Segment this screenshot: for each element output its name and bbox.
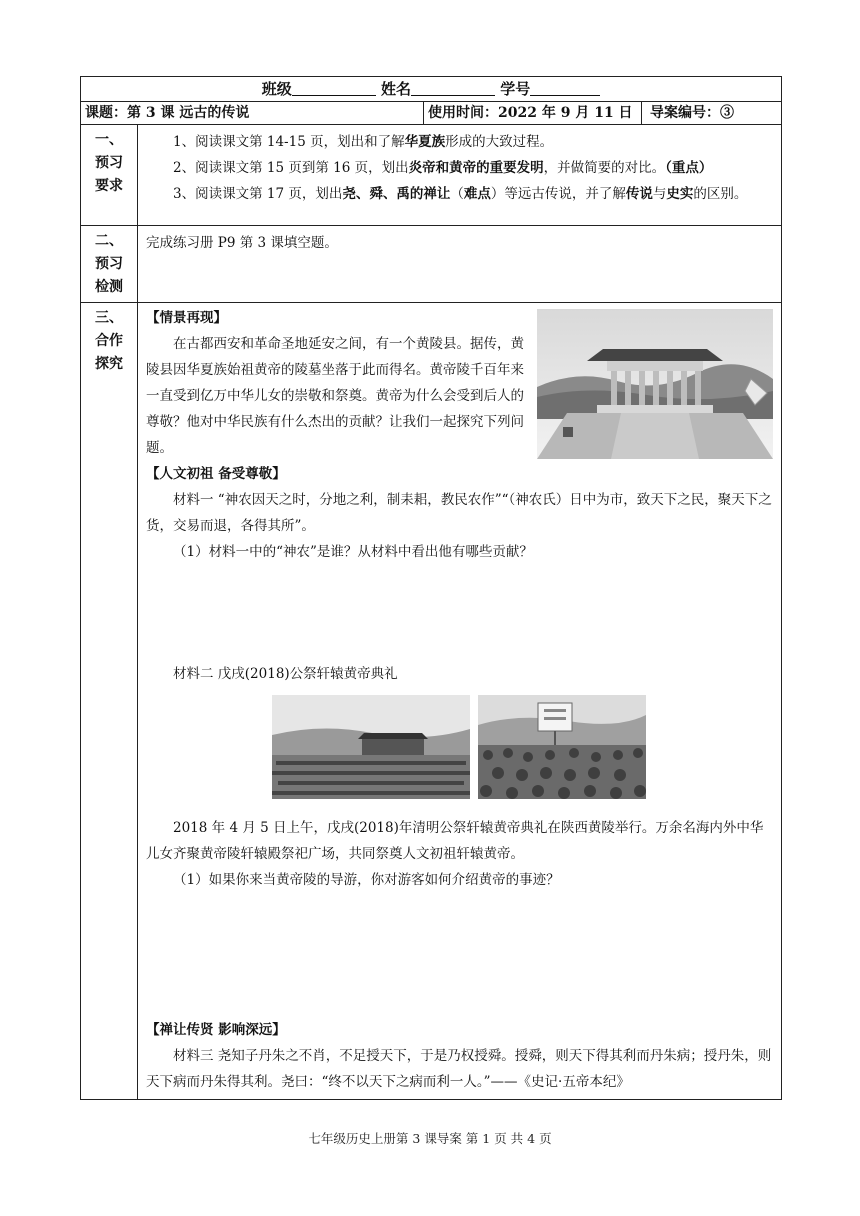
section-cooperative-inquiry-label: 三、 合作 探究 <box>81 303 138 1100</box>
question-one: （1）材料一中的“神农”是谁？从材料中看出他有哪些贡献？ <box>173 544 533 560</box>
guide-number: 导案编号：③ <box>642 102 782 125</box>
topic-ancestor: 【人文初祖 备受尊敬】 <box>146 466 286 482</box>
class-label: 班级 <box>261 80 292 98</box>
number-field[interactable] <box>530 79 600 96</box>
page-footer: 七年级历史上册第 3 课导案 第 1 页 共 4 页 <box>308 1131 552 1146</box>
material-two-text: 2018 年 4 月 5 日上午，戊戌(2018)年清明公祭轩辕黄帝典礼在陕西黄陵举行。万余名海内外中华儿女齐聚黄帝陵轩辕殿祭祀广场，共同祭奠人文初祖轩辕黄帝。 <box>146 820 764 862</box>
answer-space-2[interactable] <box>146 893 773 1017</box>
number-label: 学号 <box>500 80 531 98</box>
name-label: 姓名 <box>381 80 412 98</box>
section-preview-check-label: 二、 预习 检测 <box>81 226 138 303</box>
ceremony-crowd-image <box>478 695 646 799</box>
class-field[interactable] <box>292 79 376 96</box>
answer-space-1[interactable] <box>146 565 773 661</box>
worksheet-table <box>80 76 782 1100</box>
material-three: 材料三 尧知子丹朱之不肖，不足授天下，于是乃权授舜。授舜，则天下得其利而丹朱病；授丹朱，则天下病而丹朱得其利。尧曰：“终不以天下之病而利一人。”——《史记·五帝本纪》 <box>146 1048 772 1090</box>
material-two: 材料二 戊戌(2018)公祭轩辕黄帝典礼 <box>173 666 398 682</box>
requirement-2: 2、阅读课文第 15 页到第 16 页，划出炎帝和黄帝的重要发明，并做简要的对比。（重点） <box>173 160 713 176</box>
section-cooperative-inquiry <box>138 303 782 1100</box>
requirement-1: 1、阅读课文第 14-15 页，划出和了解华夏族形成的大致过程。 <box>173 134 554 150</box>
section-preview-requirements <box>138 125 782 226</box>
scene-title: 【情景再现】 <box>146 310 227 326</box>
ceremony-photos <box>146 691 773 805</box>
material-one: 材料一 “神农因天之时，分地之利，制耒耜，教民农作”“（神农氏）日中为市，致天下之民，聚天下之货，交易而退，各得其所”。 <box>146 492 772 534</box>
ceremony-square-image <box>272 695 470 799</box>
lesson-topic: 课题：第 3 课 远古的传说 <box>81 102 424 125</box>
preview-check-text: 完成练习册 P9 第 3 课填空题。 <box>146 235 338 251</box>
huangdi-mausoleum-photo <box>537 309 773 459</box>
topic-abdication: 【禅让传贤 影响深远】 <box>146 1022 286 1038</box>
worksheet <box>80 76 781 1100</box>
usage-date: 使用时间：2022 年 9 月 11 日 <box>424 102 642 125</box>
section-preview-requirements-label: 一、 预习 要求 <box>81 125 138 226</box>
section-preview-check <box>138 226 782 303</box>
mausoleum-image <box>537 309 773 459</box>
name-field[interactable] <box>411 79 495 96</box>
question-two: （1）如果你来当黄帝陵的导游，你对游客如何介绍黄帝的事迹？ <box>173 872 560 888</box>
student-info-row <box>81 77 782 102</box>
requirement-3: 3、阅读课文第 17 页，划出尧、舜、禹的禅让（难点）等远古传说，并了解传说与史实的区别。 <box>173 186 748 202</box>
scene-text: 在古都西安和革命圣地延安之间，有一个黄陵县。据传，黄陵县因华夏族始祖黄帝的陵墓坐落于此而得名。黄帝陵千百年来一直受到亿万中华儿女的崇敬和祭奠。黄帝为什么会受到后人的尊敬？他对中华民族有什么杰出的贡献？让我们一起探究下列问题。 <box>146 336 524 456</box>
